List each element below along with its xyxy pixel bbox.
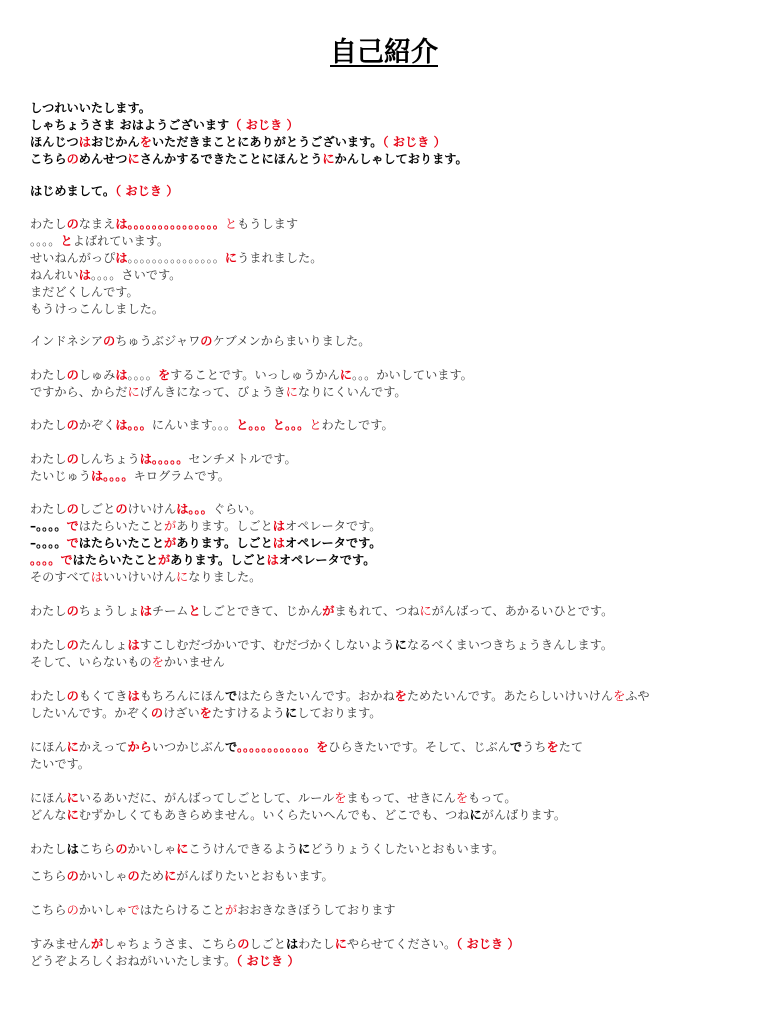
text-segment: は bbox=[78, 135, 91, 149]
text-line bbox=[30, 267, 750, 283]
text-line bbox=[30, 100, 750, 116]
text-segment: に bbox=[66, 808, 79, 822]
text-segment: わたし bbox=[30, 638, 67, 652]
text-line bbox=[30, 535, 750, 551]
text-segment: （ おじき ） bbox=[236, 954, 300, 968]
text-segment: こちら bbox=[30, 869, 67, 883]
text-segment: かんしゃしております。 bbox=[334, 152, 468, 166]
text-segment: がんばります。 bbox=[481, 808, 567, 822]
text-segment: 。。。。で bbox=[30, 553, 73, 567]
text-segment: かいません bbox=[163, 655, 225, 669]
text-segment: は。。。。 bbox=[90, 469, 134, 483]
text-segment: こちら bbox=[30, 903, 67, 917]
text-segment: おじかん bbox=[90, 135, 140, 149]
text-segment: わたし bbox=[30, 452, 67, 466]
text-segment: –。。。。 bbox=[30, 519, 67, 533]
text-segment: の bbox=[66, 502, 79, 516]
text-segment: もって。 bbox=[468, 791, 517, 805]
text-segment: に bbox=[334, 937, 347, 951]
text-segment: で bbox=[66, 536, 79, 550]
text-segment: はたらいたこと bbox=[78, 519, 165, 533]
text-segment: たいです。 bbox=[30, 757, 90, 771]
text-segment: なりました。 bbox=[188, 570, 262, 584]
text-segment: で bbox=[225, 689, 238, 703]
text-segment: 。。。。さいです。 bbox=[90, 268, 182, 282]
text-segment: けざい bbox=[163, 706, 200, 720]
text-segment: なるべくまいつきちょうきんします。 bbox=[406, 638, 614, 652]
text-segment: ちょうしょ bbox=[78, 604, 140, 618]
text-segment: そのすべて bbox=[30, 570, 91, 584]
text-segment: ケブメンからまいりました。 bbox=[212, 334, 371, 348]
text-segment: はたらけること bbox=[139, 903, 225, 917]
text-segment: がんばって、あかるいひとです。 bbox=[431, 604, 614, 618]
text-segment: は bbox=[266, 553, 279, 567]
text-segment: オペレータです。 bbox=[278, 553, 376, 567]
text-segment: は bbox=[115, 368, 128, 382]
text-segment: まだどくしんです。 bbox=[30, 285, 139, 299]
text-segment: むずかしくてもあきらめません。いくらたいへんでも、どこでも、つね bbox=[78, 808, 470, 822]
text-segment: チーム bbox=[151, 604, 189, 618]
text-segment: うまれました。 bbox=[237, 251, 323, 265]
text-segment: が bbox=[225, 903, 238, 917]
text-segment: に bbox=[298, 842, 311, 856]
text-segment: こうけんできるよう bbox=[188, 842, 299, 856]
text-segment: もうけっこんしました。 bbox=[30, 302, 165, 316]
text-line bbox=[30, 468, 750, 484]
text-segment: 。。。。 bbox=[127, 368, 158, 382]
text-segment: いつかじぶん bbox=[151, 740, 225, 754]
text-segment: は bbox=[90, 570, 103, 584]
text-segment: どうぞよろしくおねがいいたします。 bbox=[30, 954, 237, 968]
text-line bbox=[30, 807, 750, 823]
text-segment: はたらいたこと bbox=[72, 553, 158, 567]
text-segment: なまえ bbox=[78, 217, 116, 231]
text-segment: しごと bbox=[78, 502, 116, 516]
text-segment: は。。。。。 bbox=[139, 452, 189, 466]
text-segment: センチメトルです。 bbox=[188, 452, 297, 466]
text-segment: で bbox=[127, 903, 140, 917]
text-line bbox=[30, 284, 750, 300]
text-segment: めんせつ bbox=[78, 152, 128, 166]
text-segment: いただきまことにありがとうございます。 bbox=[151, 135, 383, 149]
text-segment: の bbox=[66, 689, 79, 703]
text-segment: が bbox=[90, 937, 104, 951]
text-segment: あります。しごと bbox=[170, 553, 267, 567]
text-line bbox=[30, 417, 750, 433]
text-segment: げんきになって、びょうき bbox=[139, 385, 286, 399]
text-segment: 。。。。 bbox=[30, 234, 61, 248]
text-segment: すみません bbox=[30, 937, 91, 951]
text-segment: わたし bbox=[30, 842, 67, 856]
text-segment: はじめまして。 bbox=[30, 184, 116, 198]
text-segment: オペレータです。 bbox=[284, 519, 382, 533]
text-segment: たんしょ bbox=[78, 638, 128, 652]
text-segment: けいけん bbox=[127, 502, 177, 516]
text-segment: しゅみ bbox=[78, 368, 116, 382]
text-segment: わたし bbox=[30, 502, 67, 516]
text-segment: 。。。かいしています。 bbox=[351, 368, 473, 382]
text-segment: まもれて、つね bbox=[334, 604, 420, 618]
text-segment: あります。しごと bbox=[176, 519, 273, 533]
text-segment: の bbox=[66, 638, 79, 652]
text-line bbox=[30, 333, 750, 349]
text-segment: ふや bbox=[625, 689, 650, 703]
text-segment: は。。。 bbox=[176, 502, 213, 516]
text-segment: ぐらい。 bbox=[212, 502, 262, 516]
text-segment: ちゅうぶジャワ bbox=[115, 334, 201, 348]
text-segment: は bbox=[127, 689, 140, 703]
text-segment: に bbox=[419, 604, 432, 618]
text-segment: は bbox=[78, 268, 91, 282]
text-segment: かいしゃ bbox=[78, 869, 128, 883]
text-segment: そして、いらないもの bbox=[30, 655, 152, 669]
text-line bbox=[30, 868, 750, 884]
text-segment: は bbox=[272, 519, 285, 533]
text-line bbox=[30, 384, 750, 400]
text-segment: を bbox=[455, 791, 469, 805]
text-segment: を bbox=[139, 135, 152, 149]
text-line bbox=[30, 183, 750, 199]
text-segment: で bbox=[66, 519, 79, 533]
text-line bbox=[30, 250, 750, 266]
text-segment: を bbox=[199, 706, 212, 720]
text-line bbox=[30, 688, 750, 704]
text-line bbox=[30, 151, 750, 167]
text-segment: から bbox=[127, 740, 152, 754]
text-segment: は bbox=[272, 536, 285, 550]
text-segment: インドネシア bbox=[30, 334, 104, 348]
text-segment: に bbox=[339, 368, 352, 382]
text-line bbox=[30, 637, 750, 653]
text-line bbox=[30, 117, 750, 133]
text-line bbox=[30, 936, 750, 952]
text-segment: を bbox=[157, 368, 171, 382]
text-segment: ねんれい bbox=[30, 268, 79, 282]
text-segment: かいしゃ bbox=[127, 842, 177, 856]
text-segment: どんな bbox=[30, 808, 67, 822]
text-segment: が bbox=[157, 553, 171, 567]
text-segment: の bbox=[103, 334, 116, 348]
text-segment: の bbox=[66, 869, 79, 883]
text-segment: やらせてください。 bbox=[346, 937, 457, 951]
text-segment: キログラムです。 bbox=[133, 469, 230, 483]
text-segment: の bbox=[127, 869, 140, 883]
text-segment: –。。。。 bbox=[30, 536, 67, 550]
text-segment: しつれいいたします。 bbox=[30, 101, 151, 115]
text-segment: せいねんがっぴ bbox=[30, 251, 116, 265]
text-segment: を bbox=[151, 655, 164, 669]
text-segment: に bbox=[176, 570, 189, 584]
text-segment: かえって bbox=[78, 740, 128, 754]
text-segment: しております。 bbox=[297, 706, 382, 720]
text-segment: の bbox=[237, 937, 250, 951]
text-segment: かいしゃ bbox=[78, 903, 128, 917]
text-segment: は bbox=[115, 251, 128, 265]
text-segment: に bbox=[164, 869, 177, 883]
text-segment: に bbox=[127, 152, 140, 166]
text-segment: こちら bbox=[30, 152, 67, 166]
text-line bbox=[30, 841, 750, 857]
text-segment: を bbox=[316, 740, 329, 754]
text-segment: はたらいたこと bbox=[78, 536, 165, 550]
text-segment: の bbox=[66, 452, 79, 466]
text-line bbox=[30, 367, 750, 383]
text-segment: いるあいだに、がんばってしごとして、ルール bbox=[78, 791, 335, 805]
text-line bbox=[30, 902, 750, 918]
text-segment: こちら bbox=[78, 842, 116, 856]
text-segment: の bbox=[66, 217, 79, 231]
text-segment: を bbox=[334, 791, 347, 805]
text-segment: に bbox=[394, 638, 407, 652]
text-segment: が bbox=[322, 604, 335, 618]
text-segment: が bbox=[164, 519, 177, 533]
text-segment: オペレータです。 bbox=[284, 536, 382, 550]
text-segment: で bbox=[225, 740, 237, 754]
text-line bbox=[30, 518, 750, 534]
text-line bbox=[30, 953, 750, 969]
text-segment: に bbox=[285, 385, 298, 399]
text-segment: にほん bbox=[30, 740, 67, 754]
text-line bbox=[30, 301, 750, 317]
text-segment: の bbox=[66, 604, 79, 618]
text-segment: と bbox=[224, 217, 238, 231]
text-segment: しゃちょうさま おはようございます bbox=[30, 118, 230, 132]
text-line bbox=[30, 569, 750, 585]
text-segment: もうします bbox=[237, 217, 299, 231]
text-segment: しんちょう bbox=[78, 452, 140, 466]
text-segment: に bbox=[66, 740, 79, 754]
text-segment: は。。。。。。。。。。。。。。。 bbox=[115, 217, 225, 231]
text-segment: を bbox=[613, 689, 626, 703]
text-segment: （ おじき ） bbox=[382, 135, 446, 149]
text-segment: わたしです。 bbox=[321, 418, 394, 432]
text-line bbox=[30, 739, 750, 755]
text-segment: たすけるよう bbox=[211, 706, 285, 720]
text-segment: に bbox=[127, 385, 140, 399]
text-segment: は bbox=[127, 638, 140, 652]
text-segment: しごと bbox=[249, 937, 286, 951]
text-segment: にほん bbox=[30, 791, 67, 805]
text-segment: が bbox=[164, 536, 177, 550]
text-segment: わたし bbox=[298, 937, 335, 951]
text-segment: の bbox=[150, 706, 164, 720]
text-segment: することです。いっしゅうかん bbox=[170, 368, 340, 382]
text-segment: よばれています。 bbox=[72, 234, 170, 248]
text-segment: わたし bbox=[30, 604, 67, 618]
text-segment: に bbox=[176, 842, 189, 856]
text-segment: はたらきたいんです。おかね bbox=[237, 689, 395, 703]
text-segment: がんばりたいとおもいます。 bbox=[176, 869, 334, 883]
text-line bbox=[30, 216, 750, 232]
text-segment: しゃちょうさま、こちら bbox=[103, 937, 238, 951]
text-line bbox=[30, 233, 750, 249]
text-segment: に bbox=[224, 251, 238, 265]
text-segment: の bbox=[66, 152, 79, 166]
text-segment: たいじゅう bbox=[30, 469, 91, 483]
text-segment: わたし bbox=[30, 418, 67, 432]
text-segment: ためたいんです。あたらしいけいけん bbox=[406, 689, 614, 703]
text-line bbox=[30, 654, 750, 670]
document-title-text: 自己紹介 bbox=[330, 37, 438, 68]
text-segment: ひらきたいです。そして、じぶん bbox=[328, 740, 510, 754]
text-segment: （ おじき ） bbox=[456, 937, 520, 951]
text-segment: に bbox=[469, 808, 482, 822]
text-line bbox=[30, 451, 750, 467]
text-segment: （ おじき ） bbox=[229, 118, 299, 132]
text-segment: を bbox=[546, 740, 559, 754]
text-segment: さんかするできたことにほんとう bbox=[139, 152, 323, 166]
text-segment: は。。。 bbox=[115, 418, 152, 432]
text-segment: ですから、からだ bbox=[30, 385, 128, 399]
text-line bbox=[30, 603, 750, 619]
text-line bbox=[30, 790, 750, 806]
text-segment: なりにくいんです。 bbox=[297, 385, 407, 399]
text-segment: わたし bbox=[30, 368, 67, 382]
text-line bbox=[30, 134, 750, 150]
text-segment: わたし bbox=[30, 689, 67, 703]
text-segment: わたし bbox=[30, 217, 67, 231]
text-segment: うち bbox=[522, 740, 547, 754]
text-line bbox=[30, 756, 750, 772]
text-segment: の bbox=[66, 903, 79, 917]
text-segment: （ おじき ） bbox=[115, 184, 179, 198]
text-segment: の bbox=[200, 334, 213, 348]
text-line bbox=[30, 501, 750, 517]
text-segment: すこしむだづかいです、むだづかくしないよう bbox=[139, 638, 395, 652]
text-segment: 。。。。。。。。。。。。 bbox=[236, 740, 317, 754]
text-segment: しごとできて、じかん bbox=[200, 604, 323, 618]
text-line bbox=[30, 552, 750, 568]
text-segment: と。。。と。。。 bbox=[236, 418, 310, 432]
text-segment: の bbox=[115, 842, 128, 856]
text-segment: を bbox=[394, 689, 407, 703]
text-segment: に bbox=[66, 791, 79, 805]
text-segment: の bbox=[66, 368, 79, 382]
text-segment: あります。しごと bbox=[176, 536, 273, 550]
text-segment: ほんじつ bbox=[30, 135, 79, 149]
text-segment: の bbox=[66, 418, 79, 432]
text-segment: と bbox=[309, 418, 322, 432]
text-segment: は bbox=[139, 604, 152, 618]
text-segment: にんいます。。。 bbox=[151, 418, 237, 432]
text-segment: もくてき bbox=[78, 689, 128, 703]
text-segment: いいけいけん bbox=[102, 570, 177, 584]
text-segment: したいんです。かぞく bbox=[30, 706, 151, 720]
text-segment: は bbox=[66, 842, 79, 856]
text-line bbox=[30, 705, 750, 721]
text-segment: もちろんにほん bbox=[139, 689, 225, 703]
text-segment: の bbox=[115, 502, 128, 516]
text-segment: と bbox=[60, 234, 73, 248]
document-title bbox=[0, 30, 768, 69]
text-segment: で bbox=[509, 740, 523, 754]
text-segment: 。。。。。。。。。。。。。。。 bbox=[127, 251, 225, 265]
text-segment: ため bbox=[139, 869, 165, 883]
text-segment: おおきなきぼうしております bbox=[237, 903, 396, 917]
text-segment: かぞく bbox=[78, 418, 116, 432]
text-segment: どうりょうくしたいとおもいます。 bbox=[310, 842, 505, 856]
text-segment: と bbox=[188, 604, 201, 618]
text-segment: に bbox=[284, 706, 298, 720]
text-segment: は bbox=[285, 937, 299, 951]
text-segment: まもって、せきにん bbox=[346, 791, 456, 805]
text-segment: たて bbox=[558, 740, 584, 754]
text-segment: に bbox=[322, 152, 335, 166]
